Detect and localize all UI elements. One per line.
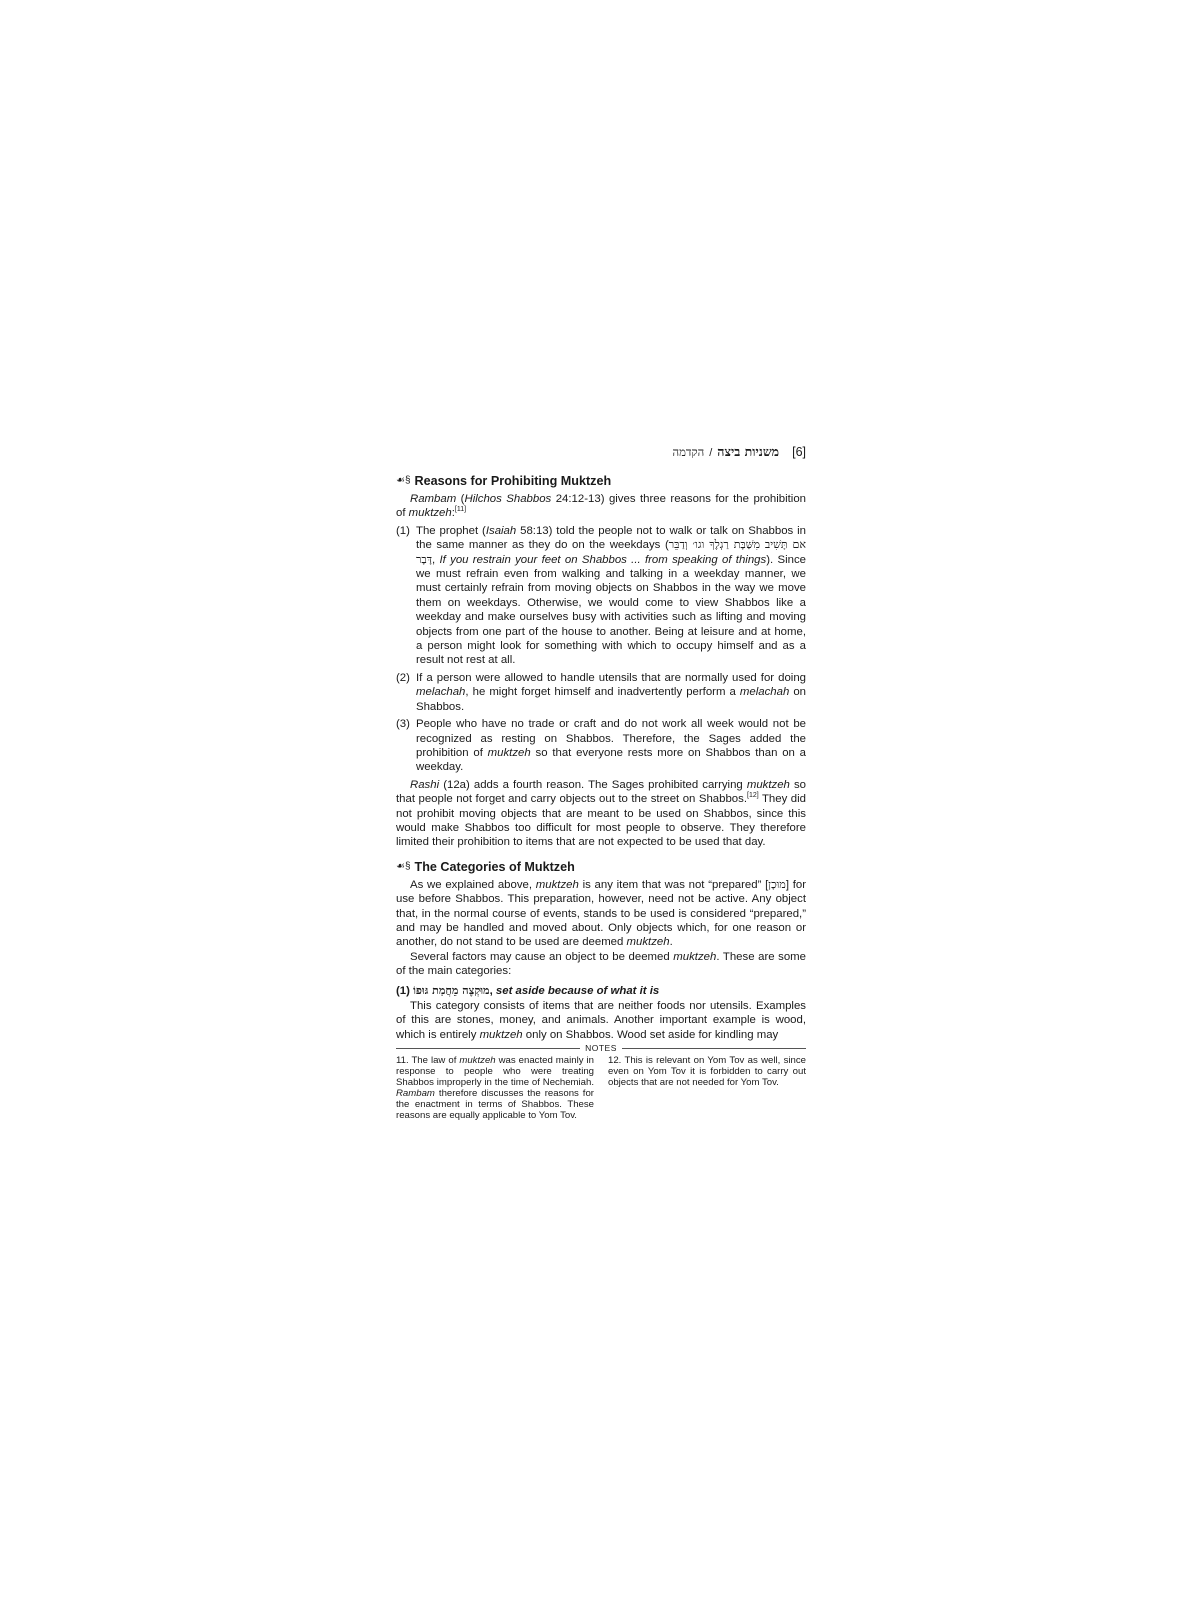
- citation-rambam: Rambam: [410, 493, 457, 505]
- divider-line: [622, 1048, 806, 1049]
- text-run: This category consists of items that are neither foods nor utensils. Examples of this are stones, money, and animals. Another important example is wood, which is entirely: [396, 1000, 806, 1041]
- text-run: ] for use before Shabbos. This preparation, however, need not be active. Any object that, in the normal course of events, stands to be used is considered “prepared,” and may be handled and moved about. Only objects which, for one reason or another, do not stand to be used are deemed: [396, 878, 807, 949]
- category-1-heading: [396, 984, 806, 998]
- hebrew-category-name: מוּקְצֶה מֵחֲמַת גּוּפוֹ: [413, 983, 490, 997]
- reason-3: [396, 717, 806, 775]
- divider-line: [396, 1048, 580, 1049]
- verse-translation: If you restrain your feet on Shabbos ... from speaking of things: [439, 553, 767, 566]
- text-run: 24:12-13) gives three reasons for the prohibition of: [396, 493, 806, 520]
- text-run: If a person were allowed to handle utensils that are normally used for doing: [416, 671, 806, 684]
- text-run: ,: [432, 553, 440, 566]
- reason-number: (2): [396, 671, 410, 684]
- text-run: so that everyone rests more on Shabbos than on a weekday.: [416, 746, 807, 774]
- text-run: .: [669, 936, 673, 949]
- citation-rambam: Rambam: [396, 1088, 435, 1100]
- footnote-ref-11[interactable]: [11]: [454, 506, 467, 514]
- footnote-11: [396, 1055, 594, 1121]
- text-run: on Shabbos.: [416, 686, 806, 713]
- notes-label: NOTES: [585, 1043, 617, 1054]
- reason-2: [396, 671, 806, 714]
- text-run: 58:13) told the people not to walk or talk on Shabbos in the same manner as they do on the weekdays (: [416, 524, 806, 552]
- text-run: is any item that was not “prepared” [: [578, 878, 769, 891]
- text-run: . These are some of the main categories:: [396, 950, 806, 978]
- ornament-icon: ☙§: [396, 860, 411, 872]
- reasons-list: [396, 524, 806, 775]
- notes-divider: [396, 1043, 806, 1053]
- hebrew-book-title: משניות ביצה: [717, 444, 780, 459]
- reason-1: [396, 524, 806, 668]
- section-heading-text: Reasons for Prohibiting Muktzeh: [414, 474, 612, 488]
- text-run: ). Since we must refrain even from walking and talking in a weekday manner, we must certainly refrain from moving objects on Shabbos in the way we move them on weekdays. Otherwise, we would come to view Shabbos like a weekday and make ourselves busy with activities such as lifting and moving objects from one part of the house to another. Being at leisure and at home, a person might look for something with which to occupy himself and as a result not rest at all.: [416, 553, 806, 667]
- ornament-icon: ☙§: [396, 475, 411, 486]
- page-number: [6]: [792, 445, 806, 459]
- hebrew-section-title: הקדמה: [672, 445, 705, 459]
- category-label: set aside because of what it is: [495, 984, 660, 997]
- term-melachah: melachah: [416, 686, 466, 699]
- category-1-paragraph: [396, 999, 806, 1042]
- term-muktzeh: muktzeh: [459, 1055, 496, 1067]
- citation-rashi: Rashi: [410, 778, 440, 791]
- section-heading-text: The Categories of Muktzeh: [414, 859, 575, 874]
- term-muktzeh: muktzeh: [673, 950, 717, 963]
- text-run: They did not prohibit moving objects that are meant to be used on Shabbos, since this would make Shabbos too difficult for most people to observe. They therefore limited their prohibition to items that are not expected to be used that day.: [396, 793, 806, 849]
- text-run: , he might forget himself and inadvertently perform a: [465, 686, 740, 699]
- text-run: The prophet (: [416, 524, 486, 537]
- term-muktzeh: muktzeh: [479, 1028, 523, 1041]
- text-run: :: [451, 507, 455, 520]
- term-muktzeh: muktzeh: [408, 507, 452, 520]
- text-run: As we explained above,: [410, 878, 536, 891]
- text-run: so that people not forget and carry objects out to the street on Shabbos.: [396, 778, 806, 806]
- text-run: (12a) adds a fourth reason. The Sages prohibited carrying: [439, 778, 747, 791]
- footnote-ref-12[interactable]: [12]: [747, 792, 759, 800]
- citation-hilchos: Hilchos Shabbos: [464, 493, 552, 505]
- text-run: was enacted mainly in response to people who were treating Shabbos improperly in the time of Nechemiah.: [396, 1055, 594, 1089]
- rambam-intro: [396, 492, 806, 521]
- text-run: therefore discusses the reasons for the enactment in terms of Shabbos. These reasons are equally applicable to Yom Tov.: [396, 1088, 594, 1122]
- footnote-column-right: [608, 1055, 806, 1124]
- term-muktzeh: muktzeh: [626, 936, 670, 949]
- factors-paragraph: [396, 950, 806, 979]
- text-run: (: [456, 493, 465, 505]
- text-run: 11. The law of: [396, 1055, 460, 1067]
- text-run: Several factors may cause an object to be deemed: [410, 950, 674, 963]
- rashi-paragraph: [396, 778, 806, 850]
- reason-number: (3): [396, 718, 410, 731]
- text-run: ,: [489, 984, 496, 997]
- categories-intro: [396, 878, 806, 950]
- header-separator: /: [709, 447, 713, 459]
- term-muktzeh: muktzeh: [746, 778, 790, 791]
- footnotes: [396, 1055, 806, 1124]
- book-page: [396, 444, 806, 1124]
- footnote-column-left: [396, 1055, 594, 1124]
- footnote-12: 12. This is relevant on Yom Tov as well, since even on Yom Tov it is forbidden to carry out objects that are not needed for Yom Tov.: [608, 1055, 806, 1089]
- hebrew-verse: אם תָּשִׁיב מִשַּׁבָּת רַגְלֶךָ וגו׳ וְדַבֵּר דָּבָר: [416, 538, 806, 566]
- term-melachah: melachah: [739, 686, 790, 699]
- running-head: [396, 444, 806, 461]
- term-muktzeh: muktzeh: [487, 746, 531, 759]
- reason-number: (1): [396, 524, 410, 537]
- term-muktzeh: muktzeh: [535, 878, 579, 891]
- hebrew-muchan: מוּכָן: [768, 877, 786, 891]
- section-heading-reasons: [396, 473, 806, 489]
- text-run: People who have no trade or craft and do not work all week would not be recognized as resting on Shabbos. Therefore, the Sages added the prohibition of: [416, 718, 806, 759]
- citation-isaiah: Isaiah: [485, 524, 517, 537]
- text-run: only on Shabbos. Wood set aside for kindling may: [522, 1028, 779, 1041]
- section-heading-categories: [396, 859, 806, 875]
- category-number: (1): [396, 984, 414, 997]
